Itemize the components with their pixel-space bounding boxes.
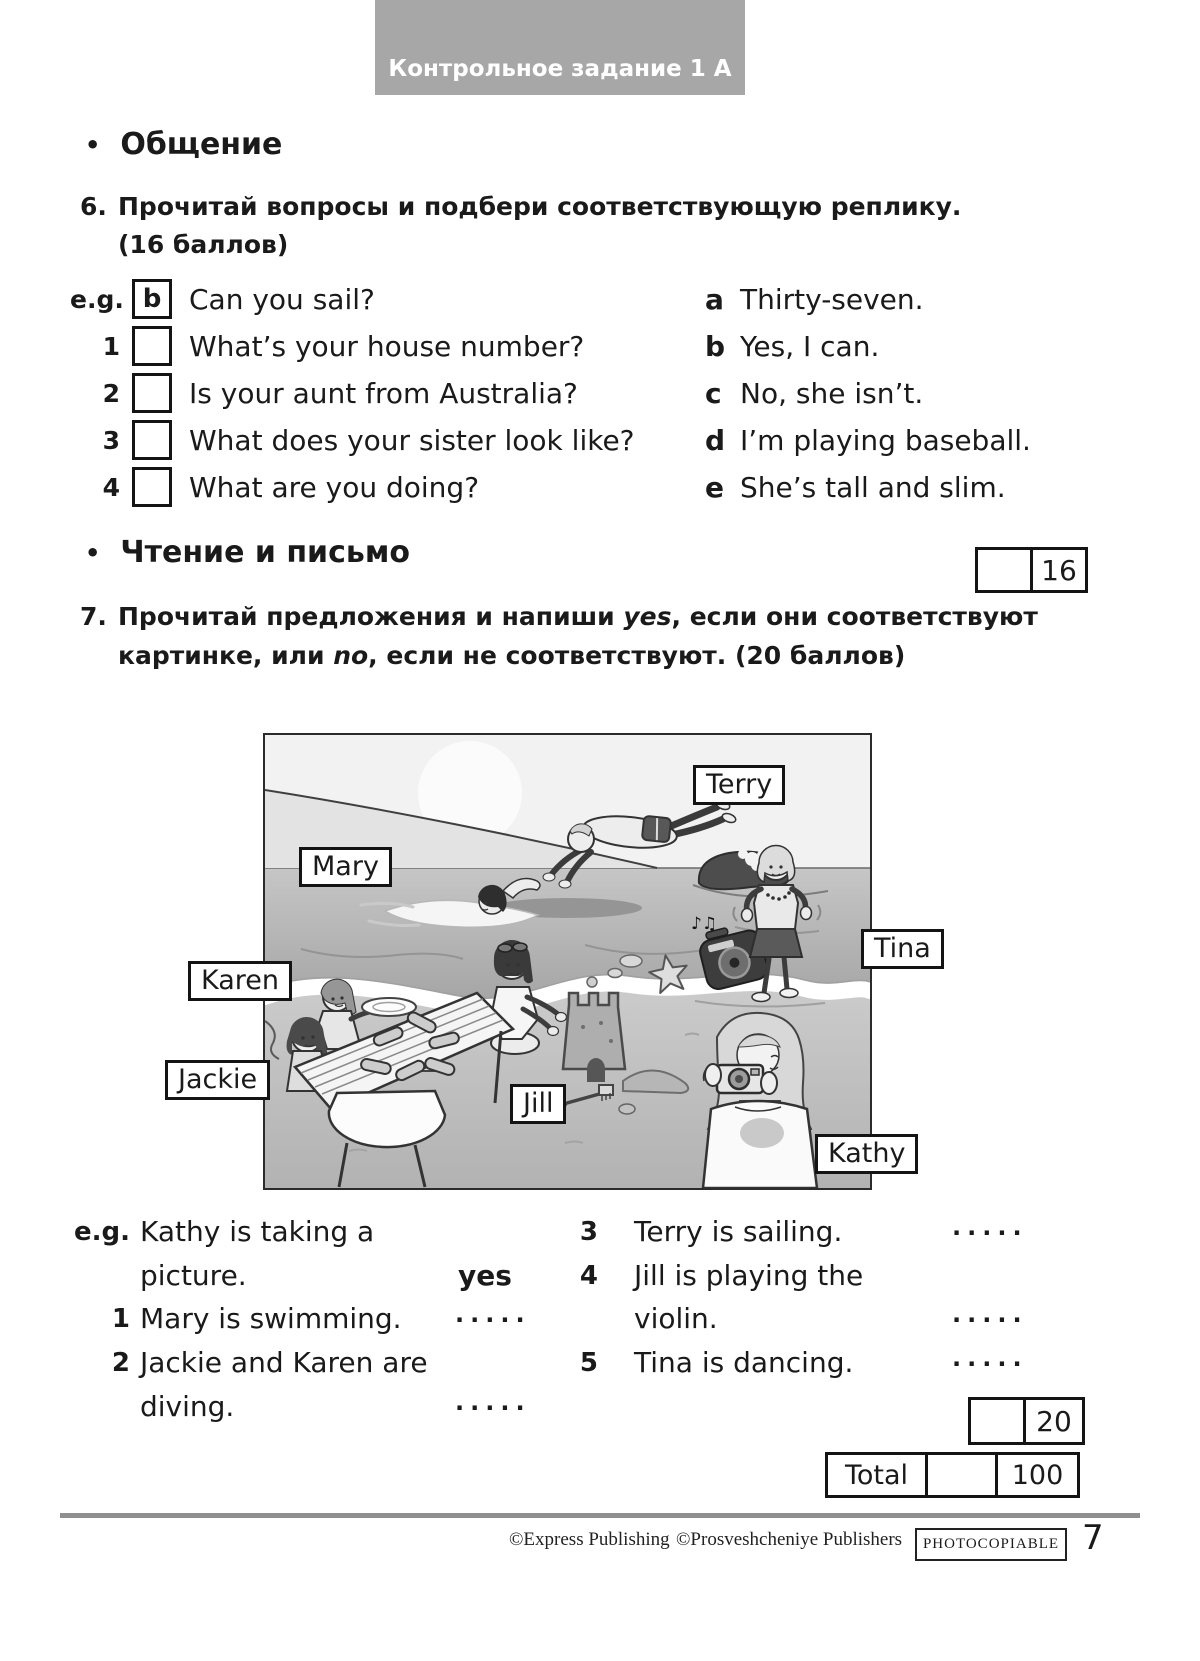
question-text: What are you doing? <box>189 470 480 504</box>
option-row-c <box>705 374 923 412</box>
sentence-label-eg: e.g. <box>74 1217 130 1247</box>
sentence-text: Jackie and Karen are <box>140 1346 428 1379</box>
total-input-cell[interactable] <box>928 1455 998 1495</box>
task7-instruction-line2 <box>118 641 905 670</box>
page-header-banner <box>375 0 745 95</box>
bullet-icon: • <box>85 538 101 567</box>
total-max: 100 <box>1011 1459 1064 1491</box>
answer-dots-3[interactable]: ..... <box>952 1213 1028 1241</box>
question-text: What does your sister look like? <box>189 423 635 457</box>
kathy-camera-figure <box>703 1013 817 1188</box>
page-number: 7 <box>1082 1518 1104 1558</box>
label-jill: Jill <box>510 1084 566 1124</box>
question-label: 4 <box>102 472 120 502</box>
footer-copyright-express: ©Express Publishing <box>509 1529 670 1550</box>
sentence-text: Kathy is taking a <box>140 1215 375 1248</box>
option-row-a <box>705 280 924 318</box>
option-row-d <box>705 421 1031 459</box>
task7-instr-text: , если они соответствуют <box>671 602 1038 631</box>
total-label: Total <box>828 1455 928 1495</box>
sentence-text: Terry is sailing. <box>634 1215 843 1248</box>
answer-dots-2[interactable]: ..... <box>455 1388 531 1416</box>
score-input-cell-task7[interactable] <box>971 1400 1026 1442</box>
answer-dots-4[interactable]: ..... <box>952 1300 1028 1328</box>
task7-instruction-line1 <box>80 602 1038 631</box>
score-box-task7 <box>968 1397 1085 1445</box>
section-reading-title: Чтение и письмо <box>120 535 410 570</box>
label-kathy: Kathy <box>815 1134 918 1174</box>
sentence-label-4: 4 <box>579 1261 598 1291</box>
label-terry: Terry <box>693 765 785 805</box>
photocopiable-stamp: PHOTOCOPIABLE <box>915 1528 1067 1561</box>
question-text: Is your aunt from Australia? <box>189 376 578 410</box>
section-speaking-heading <box>85 127 282 162</box>
score-box-task6 <box>975 547 1088 593</box>
task6-points: (16 баллов) <box>118 230 289 259</box>
task7-instr-text: картинке, или <box>118 641 334 670</box>
sentence-answer-eg: yes <box>458 1259 512 1292</box>
question-row-1 <box>70 327 584 365</box>
option-row-b <box>705 327 879 365</box>
question-label: 1 <box>102 331 120 361</box>
option-text: I’m playing baseball. <box>740 423 1031 457</box>
task6-instruction-text: Прочитай вопросы и подбери соответствующую реплику. <box>118 192 962 221</box>
sentence-text: Mary is swimming. <box>140 1302 402 1335</box>
option-letter: e <box>705 470 724 504</box>
question-text: Can you sail? <box>189 282 375 316</box>
answer-box-1[interactable] <box>132 326 172 366</box>
page-header-title: Контрольное задание 1 А <box>388 56 732 82</box>
answer-box-2[interactable] <box>132 373 172 413</box>
score-max-task6: 16 <box>1041 553 1077 587</box>
answer-box-3[interactable] <box>132 420 172 460</box>
sentence-text: picture. <box>140 1259 247 1292</box>
option-letter: c <box>705 376 722 410</box>
answer-box-eg[interactable] <box>132 279 172 319</box>
sentence-label-2: 2 <box>111 1348 130 1378</box>
footer-copyright-prosveshcheniye: ©Prosveshcheniye Publishers <box>676 1529 903 1550</box>
option-text: No, she isn’t. <box>740 376 924 410</box>
option-row-e <box>705 468 1006 506</box>
question-label: 3 <box>102 425 120 455</box>
sentence-text: diving. <box>140 1390 235 1423</box>
sentence-label-5: 5 <box>579 1348 598 1378</box>
answer-dots-5[interactable]: ..... <box>952 1344 1028 1372</box>
answer-letter: b <box>142 284 162 314</box>
question-row-2 <box>70 374 578 412</box>
label-karen: Karen <box>188 961 292 1001</box>
total-box <box>825 1452 1080 1498</box>
question-row-eg <box>70 280 375 318</box>
bullet-icon: • <box>85 130 101 159</box>
task7-instr-text: Прочитай предложения и напиши <box>118 602 624 631</box>
task7-instr-yes: yes <box>623 602 672 631</box>
music-notes-icon: ♪♫ <box>691 914 718 934</box>
task7-instr-text: , если не соответствуют. (20 баллов) <box>368 641 906 670</box>
task7-number: 7. <box>80 602 107 631</box>
label-tina: Tina <box>861 929 944 969</box>
question-text: What’s your house number? <box>189 329 585 363</box>
answer-box-4[interactable] <box>132 467 172 507</box>
score-input-cell-task6[interactable] <box>978 550 1033 590</box>
option-text: Yes, I can. <box>740 329 880 363</box>
question-label: e.g. <box>70 284 124 314</box>
score-max-task7: 20 <box>1036 1404 1072 1438</box>
question-label: 2 <box>102 378 120 408</box>
label-jackie: Jackie <box>165 1060 270 1100</box>
sentence-text: violin. <box>634 1302 718 1335</box>
section-speaking-title: Общение <box>120 127 283 162</box>
option-text: She’s tall and slim. <box>740 470 1006 504</box>
question-row-4 <box>70 468 479 506</box>
task6-instruction-line1 <box>80 192 961 221</box>
sentence-text: Jill is playing the <box>634 1259 864 1292</box>
sentence-label-1: 1 <box>111 1304 130 1334</box>
label-mary: Mary <box>299 847 392 887</box>
section-reading-heading <box>85 535 410 570</box>
question-row-3 <box>70 421 635 459</box>
option-letter: a <box>705 282 724 316</box>
footer-rule <box>60 1513 1140 1518</box>
option-letter: d <box>705 423 726 457</box>
task6-number: 6. <box>80 192 107 221</box>
task7-instr-no: no <box>333 641 369 670</box>
answer-dots-1[interactable]: ..... <box>455 1300 531 1328</box>
option-letter: b <box>705 329 726 363</box>
sentence-text: Tina is dancing. <box>634 1346 854 1379</box>
option-text: Thirty-seven. <box>740 282 924 316</box>
sentence-label-3: 3 <box>579 1217 598 1247</box>
